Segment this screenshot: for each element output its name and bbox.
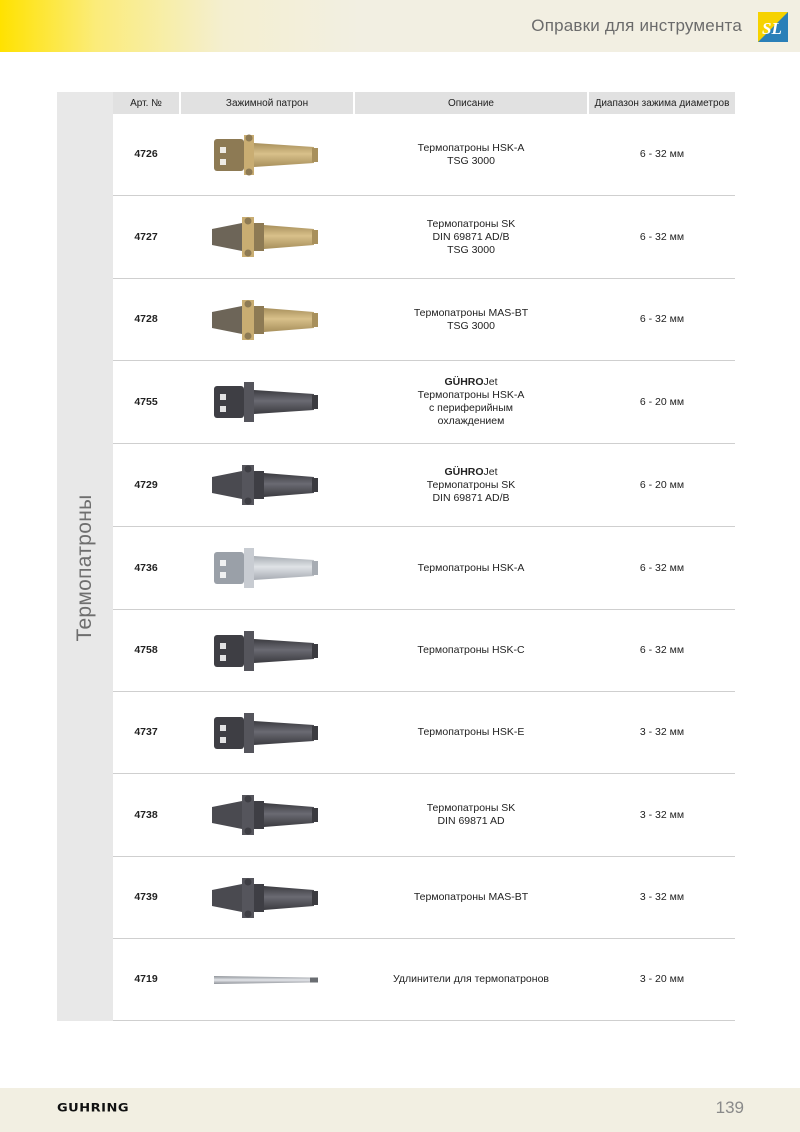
description-line (432, 492, 509, 505)
page-header (0, 0, 800, 52)
clamp-range: 6 - 32 мм (639, 313, 685, 325)
header-art-no: Арт. № (113, 92, 179, 114)
article-number: 4729 (134, 478, 158, 491)
table-row (113, 361, 735, 444)
guhring-logo: GUHRING (57, 1101, 130, 1116)
description-line (418, 726, 525, 739)
article-number: 4737 (134, 726, 158, 738)
table-row (113, 279, 735, 361)
description-text: с периферийным (428, 402, 513, 414)
description-line (427, 218, 516, 231)
clamp-range: 3 - 32 мм (639, 808, 685, 821)
clamp-range: 6 - 32 мм (639, 230, 685, 243)
description-line (447, 244, 495, 257)
description-text: Термопатроны SK (426, 217, 516, 230)
description-line (432, 231, 509, 244)
clamp-range: 3 - 20 мм (639, 973, 685, 985)
description-text: Термопатроны HSK-A (417, 389, 525, 401)
description-text: TSG 3000 (447, 319, 495, 332)
description-line (438, 415, 505, 428)
description (353, 444, 589, 526)
description-line (417, 644, 524, 657)
clamp-range: 6 - 32 мм (639, 644, 685, 656)
description (353, 610, 589, 691)
description-text: Удлинители для термопатронов (392, 973, 549, 985)
description-text: Термопатроны HSK-E (417, 726, 525, 738)
description-text: Термопатроны MAS-BT (413, 306, 529, 319)
description-text: Термопатроны SK (426, 802, 516, 814)
article-number: 4758 (134, 644, 158, 656)
chuck-image (179, 774, 353, 856)
table-row (113, 774, 735, 857)
sl-logo-icon (758, 12, 788, 42)
description-text: Термопатроны MAS-BT (413, 891, 529, 903)
chuck-image (179, 610, 353, 691)
description (353, 196, 589, 278)
chuck-image (179, 857, 353, 938)
description-text: Термопатроны HSK-A (417, 141, 525, 154)
brand-name: GÜHRO (444, 376, 484, 388)
description-line (393, 973, 549, 986)
article-number: 4738 (134, 808, 158, 821)
article-number: 4719 (134, 973, 158, 985)
page-number: 139 (715, 1098, 744, 1117)
table-row (113, 196, 735, 279)
article-number: 4736 (134, 561, 158, 574)
description (353, 857, 589, 938)
description (353, 527, 589, 609)
description-text: DIN 69871 AD (437, 815, 505, 827)
chuck-image (179, 279, 353, 360)
svg-text:SL: SL (762, 19, 782, 38)
clamp-range: 6 - 20 мм (639, 395, 685, 408)
table-row (113, 857, 735, 939)
clamp-range: 3 - 32 мм (639, 726, 685, 738)
clamp-range: 3 - 32 мм (639, 891, 685, 903)
chuck-image (179, 444, 353, 526)
description-line (427, 802, 516, 815)
description-text: TSG 3000 (447, 243, 495, 256)
description-text: Термопатроны HSK-C (417, 644, 525, 656)
description-line (444, 466, 497, 479)
clamp-range: 6 - 32 мм (639, 148, 685, 160)
description-text: охлаждением (437, 415, 505, 427)
description-text: TSG 3000 (447, 154, 495, 167)
article-number: 4755 (134, 395, 158, 408)
description-line (447, 155, 495, 168)
table-row (113, 114, 735, 196)
description-line (418, 142, 525, 155)
description-text: DIN 69871 AD/B (432, 491, 510, 504)
description-line (418, 389, 525, 402)
chuck-image (179, 692, 353, 773)
description-text: Термопатроны HSK-A (417, 561, 525, 574)
article-number: 4726 (134, 148, 158, 160)
article-number: 4728 (134, 313, 158, 325)
description-line (418, 562, 525, 575)
clamp-range: 6 - 20 мм (639, 478, 685, 491)
table-row (113, 444, 735, 527)
description-text: DIN 69871 AD/B (432, 230, 510, 243)
brand-name: GÜHRO (444, 465, 484, 478)
header-description: Описание (355, 92, 587, 114)
description-text: Jet (483, 465, 498, 478)
chuck-image (179, 114, 353, 195)
article-number: 4727 (134, 230, 158, 243)
description (353, 279, 589, 360)
description-line (414, 307, 528, 320)
clamp-range: 6 - 32 мм (639, 561, 685, 574)
description-line (429, 402, 513, 415)
description (353, 114, 589, 195)
description-text: Термопатроны SK (426, 478, 516, 491)
description (353, 361, 589, 443)
header-chuck: Зажимной патрон (181, 92, 353, 114)
sidebar-section-label: Термопатроны (73, 494, 96, 642)
description-line (444, 376, 497, 389)
chuck-image (179, 939, 353, 1020)
page-header-title: Оправки для инструмента (531, 16, 742, 35)
description-text: Jet (483, 376, 498, 388)
description (353, 774, 589, 856)
header-clamp-range: Диапазон зажима диаметров (589, 92, 735, 114)
description-line (447, 320, 495, 333)
description-line (437, 815, 504, 828)
chuck-image (179, 527, 353, 609)
article-number: 4739 (134, 891, 158, 903)
description-line (414, 891, 528, 904)
description (353, 939, 589, 1020)
table-row (113, 692, 735, 774)
table-row (113, 527, 735, 610)
table-row (113, 939, 735, 1021)
table-row (113, 610, 735, 692)
description (353, 692, 589, 773)
chuck-image (179, 361, 353, 443)
chuck-image (179, 196, 353, 278)
description-line (427, 479, 516, 492)
